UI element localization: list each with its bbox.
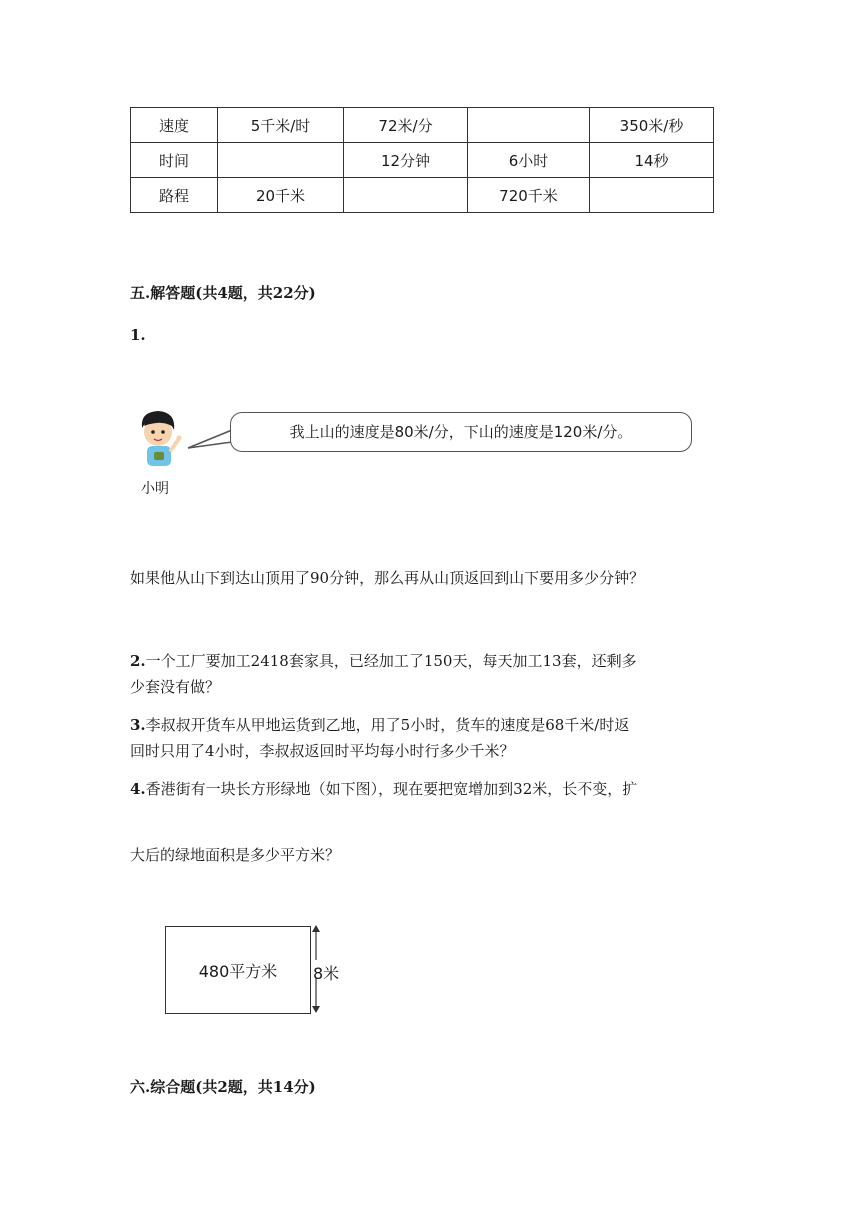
rectangle-figure bbox=[165, 926, 311, 1014]
table-row bbox=[131, 178, 714, 213]
character-name: 小明 bbox=[141, 481, 169, 497]
table-cell: 路程 bbox=[131, 178, 218, 213]
question-block bbox=[130, 648, 730, 700]
table-cell: 350米/秒 bbox=[590, 108, 714, 143]
table-cell: 速度 bbox=[131, 108, 218, 143]
question-text: 回时只用了4小时，李叔叔返回时平均每小时行多少千米？ bbox=[130, 742, 515, 760]
table-cell: 时间 bbox=[131, 143, 218, 178]
table-cell bbox=[344, 178, 468, 213]
table-cell bbox=[468, 108, 590, 143]
table-row bbox=[131, 108, 714, 143]
question-text: 如果他从山下到达山顶用了90分钟，那么再从山顶返回到山下要用多少分钟？ bbox=[130, 569, 645, 587]
speech-bubble-tail bbox=[186, 428, 236, 450]
section-heading: 六.综合题(共2题，共14分) bbox=[130, 1078, 316, 1096]
table-cell: 14秒 bbox=[590, 143, 714, 178]
table-cell bbox=[590, 178, 714, 213]
question-block bbox=[130, 712, 730, 764]
question-block bbox=[130, 776, 730, 802]
question-number: 1. bbox=[130, 326, 146, 344]
table-cell: 6小时 bbox=[468, 143, 590, 178]
table-cell bbox=[218, 143, 344, 178]
table-cell: 12分钟 bbox=[344, 143, 468, 178]
table-cell: 5千米/时 bbox=[218, 108, 344, 143]
table-cell: 72米/分 bbox=[344, 108, 468, 143]
question-text: 一个工厂要加工2418套家具，已经加工了150天，每天加工13套，还剩多 bbox=[145, 652, 637, 670]
question-text: 大后的绿地面积是多少平方米？ bbox=[130, 846, 341, 864]
section-heading: 五.解答题(共4题，共22分) bbox=[130, 284, 316, 302]
table-cell: 720千米 bbox=[468, 178, 590, 213]
question-number: 4. bbox=[130, 780, 146, 798]
question-text: 香港街有一块长方形绿地（如下图），现在要把宽增加到32米，长不变，扩 bbox=[145, 780, 638, 798]
question-number: 2. bbox=[130, 652, 146, 670]
question-text: 少套没有做？ bbox=[130, 678, 221, 696]
speed-time-distance-table bbox=[130, 107, 714, 213]
width-label: 8米 bbox=[313, 964, 340, 983]
boy-illustration bbox=[134, 408, 186, 472]
speech-bubble: 我上山的速度是80米/分，下山的速度是120米/分。 bbox=[230, 412, 692, 452]
question-text: 李叔叔开货车从甲地运货到乙地，用了5小时，货车的速度是68千米/时返 bbox=[145, 716, 630, 734]
table-cell: 20千米 bbox=[218, 178, 344, 213]
table-row bbox=[131, 143, 714, 178]
area-label: 480平方米 bbox=[198, 961, 278, 981]
question-number: 3. bbox=[130, 716, 146, 734]
